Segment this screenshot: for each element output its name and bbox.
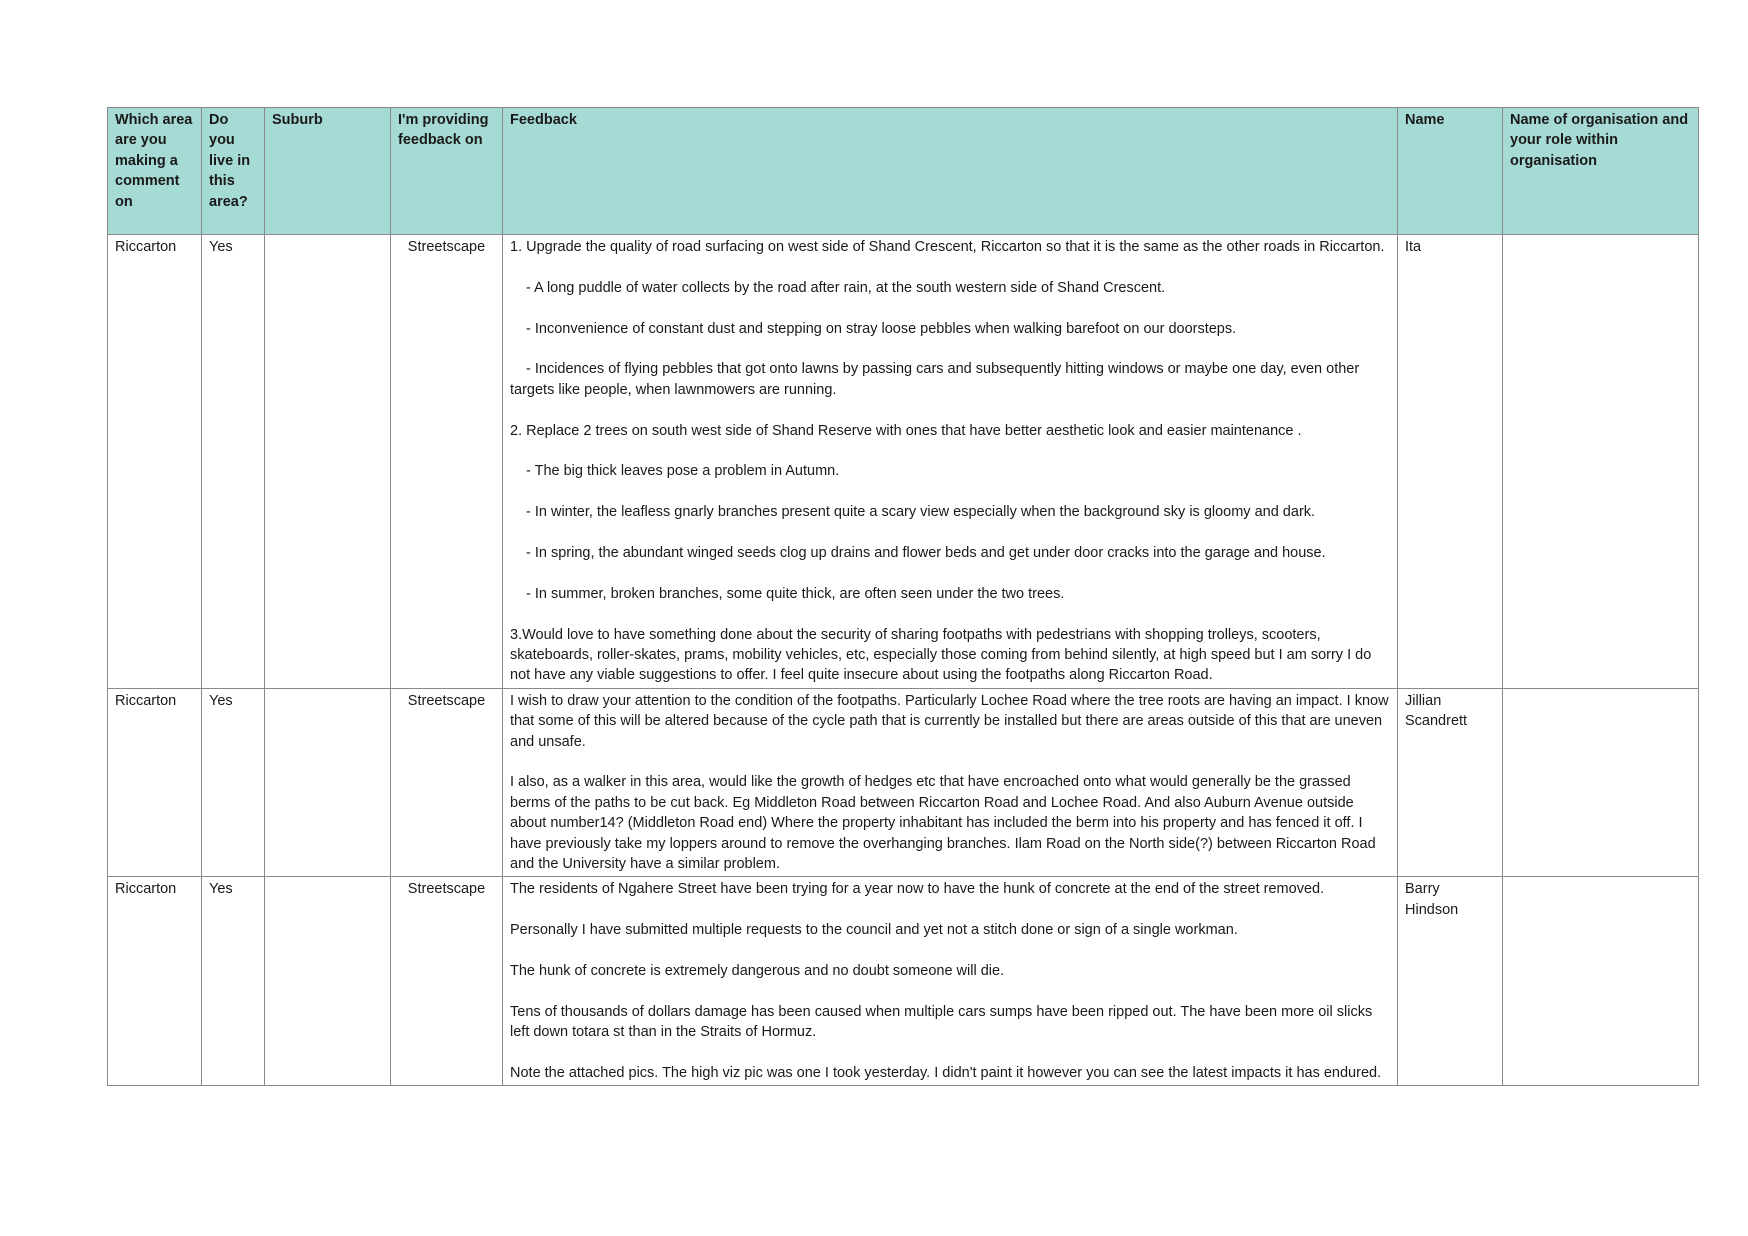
cell-organisation [1503, 877, 1699, 1086]
header-row [108, 108, 1699, 235]
cell-feedback [503, 877, 1398, 1086]
feedback-paragraph: - In winter, the leafless gnarly branches present quite a scary view especially when the background sky is gloomy and dark. [526, 504, 1316, 521]
cell-area: Riccarton [108, 688, 202, 877]
cell-name: Jillian Scandrett [1398, 688, 1503, 877]
feedback-paragraph: I also, as a walker in this area, would like the growth of hedges etc that have encroached onto what would generally be the grassed berms of the paths to be cut back. Eg Middleton Road between Riccarton Road and Lochee Road. And also Auburn Avenue outside about number14? (Middleton Road end) Where the property inhabitant has included the berm into his property and has fenced it off. I have previously take my loppers around to remove the overhanging branches. Ilam Road on the North side(?) between Riccarton Road and the University have a similar problem. [510, 774, 1380, 873]
cell-live-in-area: Yes [202, 235, 265, 689]
cell-area: Riccarton [108, 235, 202, 689]
cell-topic: Streetscape [391, 235, 503, 689]
feedback-paragraph: Personally I have submitted multiple requests to the council and yet not a stitch done or sign of a single workman. [510, 922, 1238, 939]
feedback-paragraph: I wish to draw your attention to the condition of the footpaths. Particularly Lochee Road where the tree roots are having an impact. I know that some of this will be altered because of the cycle path that is currently be installed but there are areas outside of this that are uneven and unsafe. [510, 692, 1393, 750]
cell-feedback [503, 688, 1398, 877]
cell-name: Barry Hindson [1398, 877, 1503, 1086]
cell-suburb [265, 877, 391, 1086]
header-name: Name [1398, 108, 1503, 235]
cell-organisation [1503, 688, 1699, 877]
cell-suburb [265, 688, 391, 877]
feedback-text: - Incidences of flying pebbles that got onto lawns by passing cars and subsequently hitting windows or maybe one day, even other targets like people, when lawnmowers are running. [510, 361, 1364, 398]
header-area: Which area are you making a comment on [108, 108, 202, 235]
feedback-paragraph: - In summer, broken branches, some quite thick, are often seen under the two trees. [526, 585, 1065, 602]
feedback-paragraph: The hunk of concrete is extremely dangerous and no doubt someone will die. [510, 963, 1005, 980]
header-suburb: Suburb [265, 108, 391, 235]
feedback-paragraph: - A long puddle of water collects by the road after rain, at the south western side of Shand Crescent. [526, 279, 1166, 296]
cell-topic: Streetscape [391, 877, 503, 1086]
header-feedback: Feedback [503, 108, 1398, 235]
feedback-paragraph: 1. Upgrade the quality of road surfacing on west side of Shand Crescent, Riccarton so that it is the same as the other roads in Riccarton. [510, 239, 1385, 255]
feedback-paragraph: - In spring, the abundant winged seeds clog up drains and flower beds and get under door cracks into the garage and house. [526, 544, 1326, 561]
feedback-paragraph [510, 359, 1390, 400]
cell-live-in-area: Yes [202, 877, 265, 1086]
feedback-paragraph: The residents of Ngahere Street have been trying for a year now to have the hunk of concrete at the end of the street removed. [510, 881, 1325, 898]
table-row [108, 235, 1699, 689]
header-live-in-area: Do you live in this area? [202, 108, 265, 235]
feedback-paragraph: 2. Replace 2 trees on south west side of Shand Reserve with ones that have better aesthetic look and easier maintenance . [510, 422, 1302, 439]
feedback-paragraph: 3.Would love to have something done about the security of sharing footpaths with pedestrians with shopping trolleys, scooters, skateboards, roller-skates, prams, mobility vehicles, etc, especially those coming from behind silently, at high speed but I am sorry I do not have any viable suggestions to offer. I feel quite insecure about using the footpaths along Riccarton Road. [510, 626, 1376, 684]
cell-area: Riccarton [108, 877, 202, 1086]
cell-feedback [503, 235, 1398, 689]
table-row [108, 877, 1699, 1086]
table-row [108, 688, 1699, 877]
table-header [108, 108, 1699, 235]
cell-organisation [1503, 235, 1699, 689]
table-body [108, 235, 1699, 1086]
header-topic: I'm providing feedback on [391, 108, 503, 235]
cell-suburb [265, 235, 391, 689]
header-organisation: Name of organisation and your role within organisation [1503, 108, 1699, 235]
feedback-paragraph: - The big thick leaves pose a problem in Autumn. [526, 463, 840, 480]
cell-name: Ita [1398, 235, 1503, 689]
feedback-paragraph: - Inconvenience of constant dust and stepping on stray loose pebbles when walking barefoot on our doorsteps. [526, 320, 1237, 337]
feedback-paragraph: Note the attached pics. The high viz pic was one I took yesterday. I didn't paint it however you can see the latest impacts it has endured. [510, 1065, 1382, 1082]
cell-topic: Streetscape [391, 688, 503, 877]
feedback-paragraph: Tens of thousands of dollars damage has been caused when multiple cars sumps have been ripped out. The have been more oil slicks left down totara st than in the Straits of Hormuz. [510, 1003, 1377, 1041]
cell-live-in-area: Yes [202, 688, 265, 877]
feedback-table [107, 107, 1699, 1086]
